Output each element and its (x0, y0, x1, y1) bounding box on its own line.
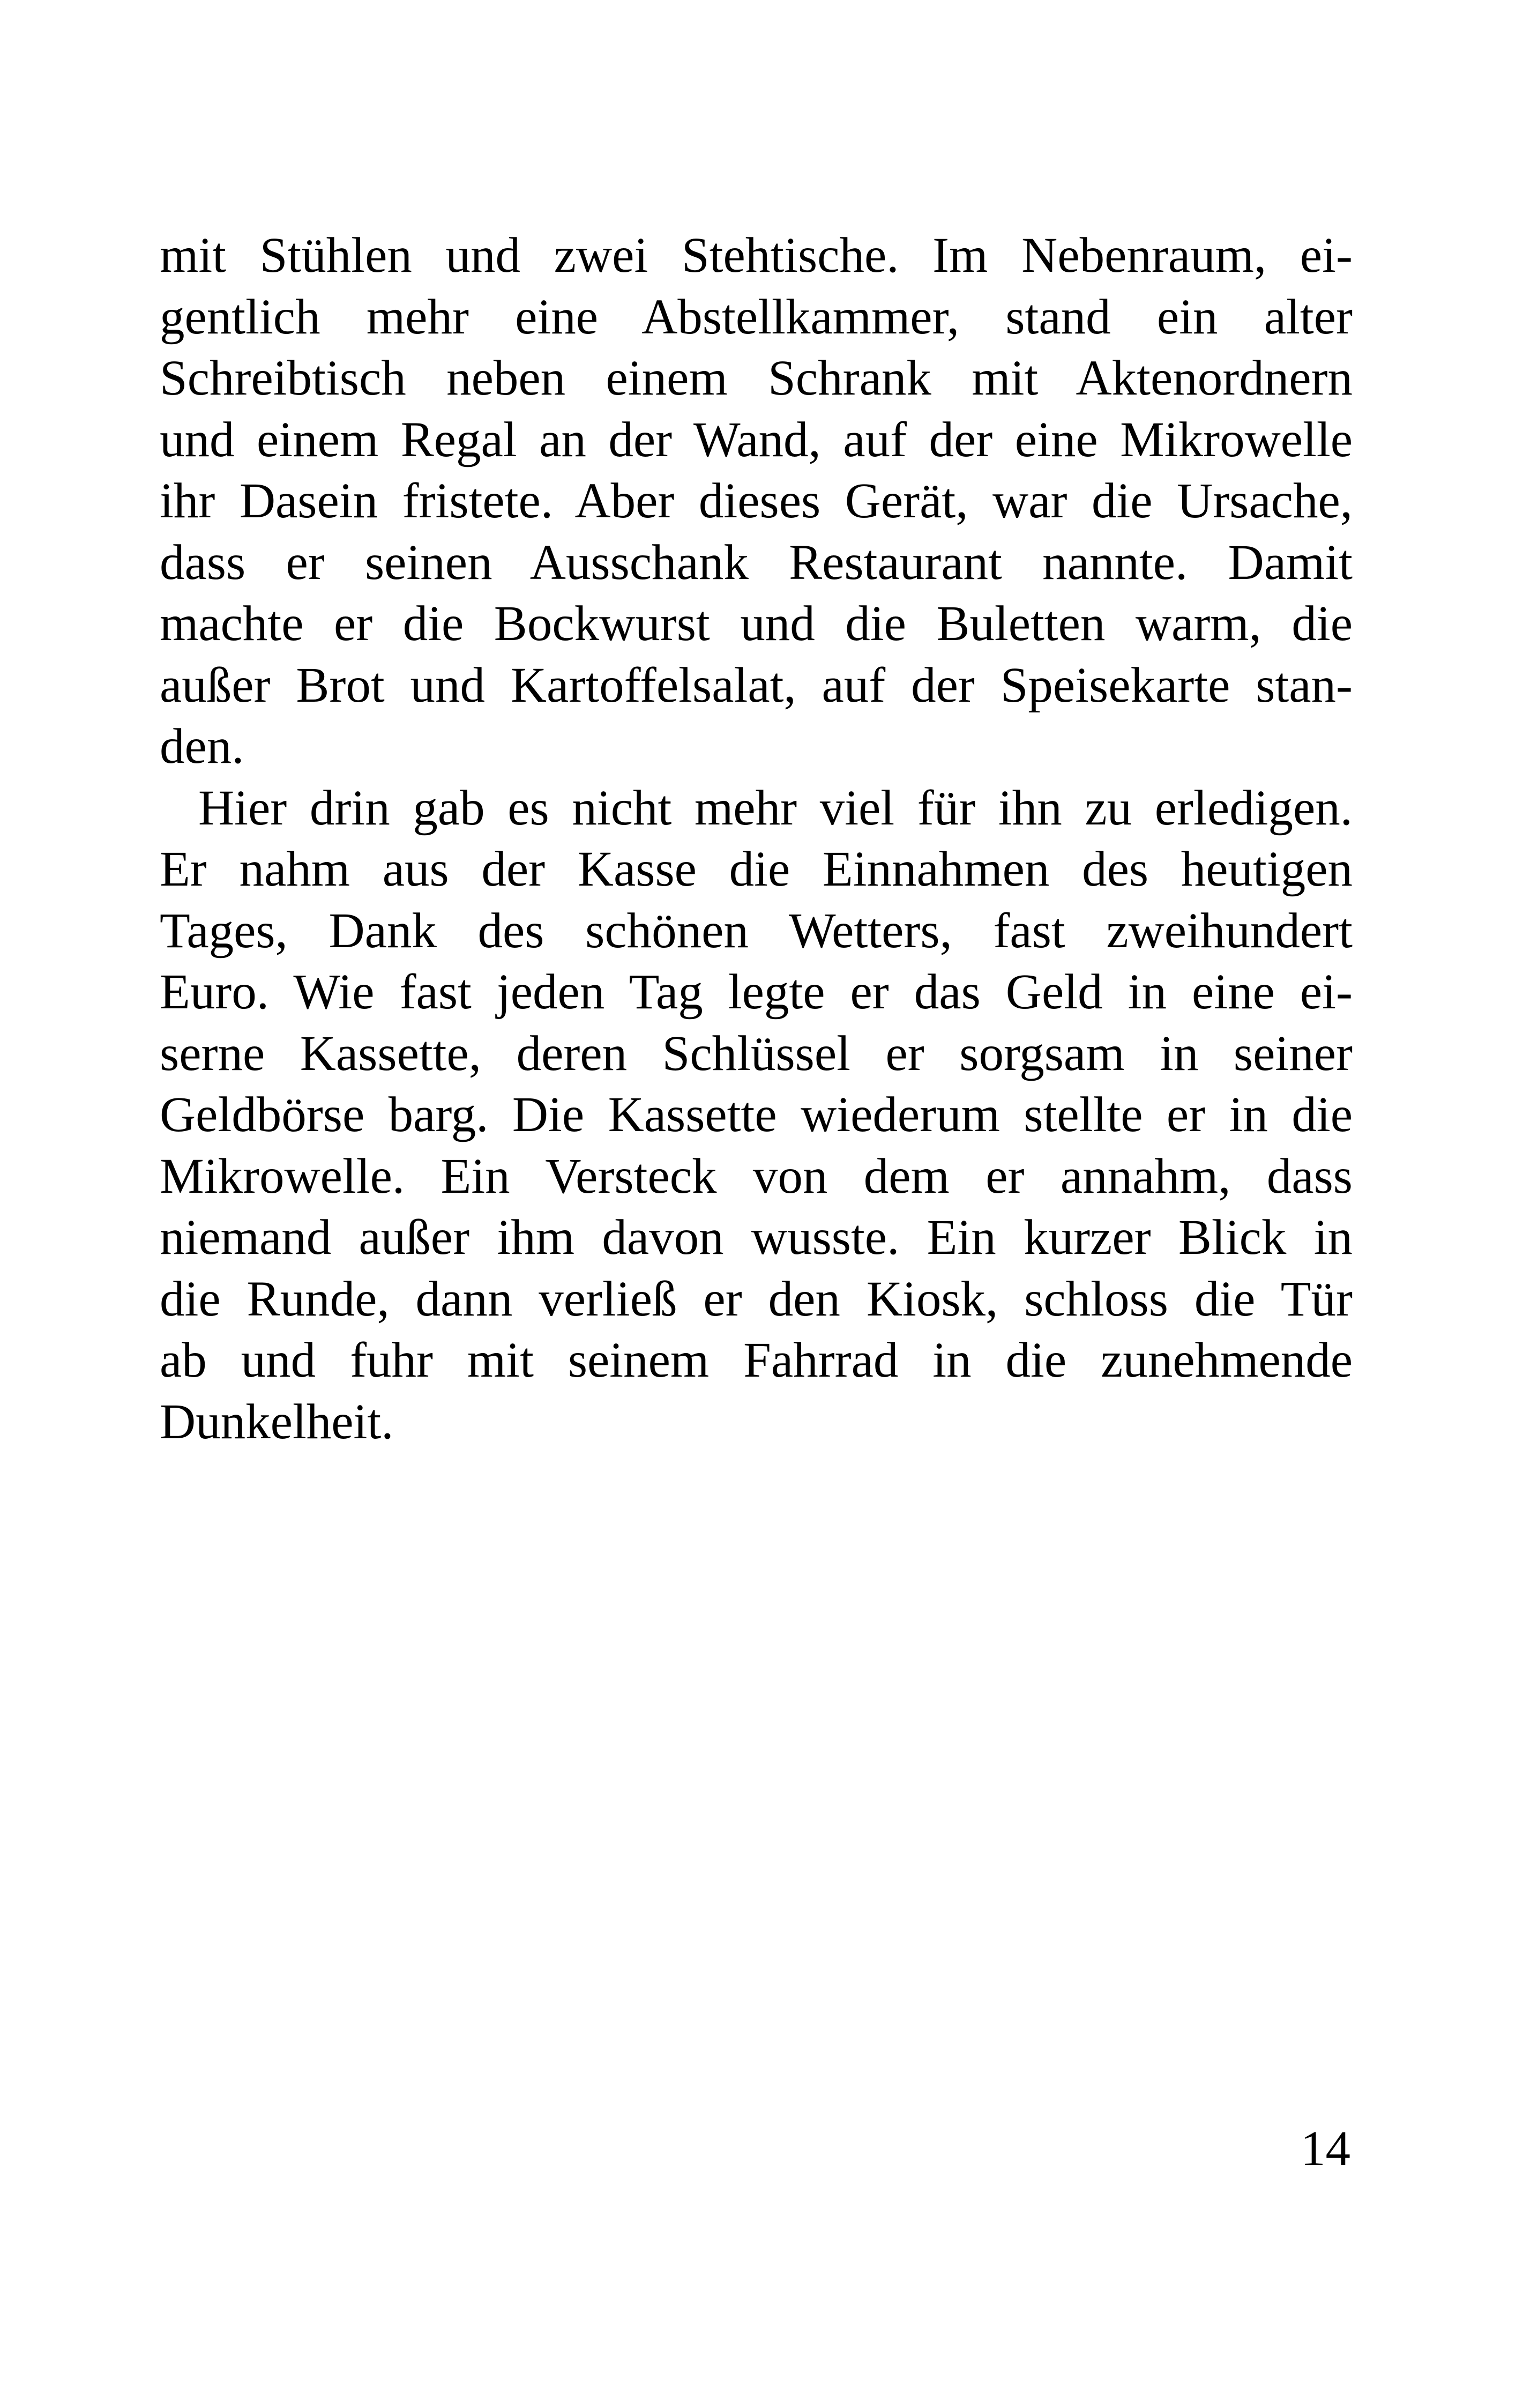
text-line: außer Brot und Kartoffelsalat, auf der Speisekarte stan- (160, 657, 1353, 713)
text-line: Er nahm aus der Kasse die Einnahmen des heutigen (160, 842, 1353, 897)
text-line: Hier drin gab es nicht mehr viel für ihn zu erledigen. (198, 780, 1353, 836)
text-line: und einem Regal an der Wand, auf der eine Mikrowelle (160, 412, 1353, 467)
text-line: serne Kassette, deren Schlüssel er sorgsam in seiner (160, 1025, 1353, 1081)
text-line: gentlich mehr eine Abstellkammer, stand ein alter (160, 289, 1353, 345)
text-line: Geldbörse barg. Die Kassette wiederum stellte er in die (160, 1087, 1353, 1142)
page-number: 14 (1301, 2121, 1350, 2176)
body-text (160, 225, 1353, 1453)
text-line: den. (160, 719, 244, 774)
text-line: mit Stühlen und zwei Stehtische. Im Nebenraum, ei- (160, 228, 1353, 283)
text-line: die Runde, dann verließ er den Kiosk, schloss die Tür (160, 1271, 1353, 1327)
text-line: Tages, Dank des schönen Wetters, fast zweihundert (160, 903, 1353, 958)
text-line: machte er die Bockwurst und die Buletten warm, die (160, 596, 1353, 651)
text-line: ihr Dasein fristete. Aber dieses Gerät, war die Ursache, (160, 473, 1353, 529)
text-line: ab und fuhr mit seinem Fahrrad in die zunehmende (160, 1333, 1353, 1388)
text-line: Schreibtisch neben einem Schrank mit Aktenordnern (160, 351, 1353, 406)
text-line: dass er seinen Ausschank Restaurant nannte. Damit (160, 534, 1353, 590)
text-line: Dunkelheit. (160, 1394, 394, 1450)
text-line: Euro. Wie fast jeden Tag legte er das Geld in eine ei- (160, 964, 1353, 1020)
text-line: Mikrowelle. Ein Versteck von dem er annahm, dass (160, 1148, 1353, 1204)
text-line: niemand außer ihm davon wusste. Ein kurzer Blick in (160, 1210, 1353, 1265)
